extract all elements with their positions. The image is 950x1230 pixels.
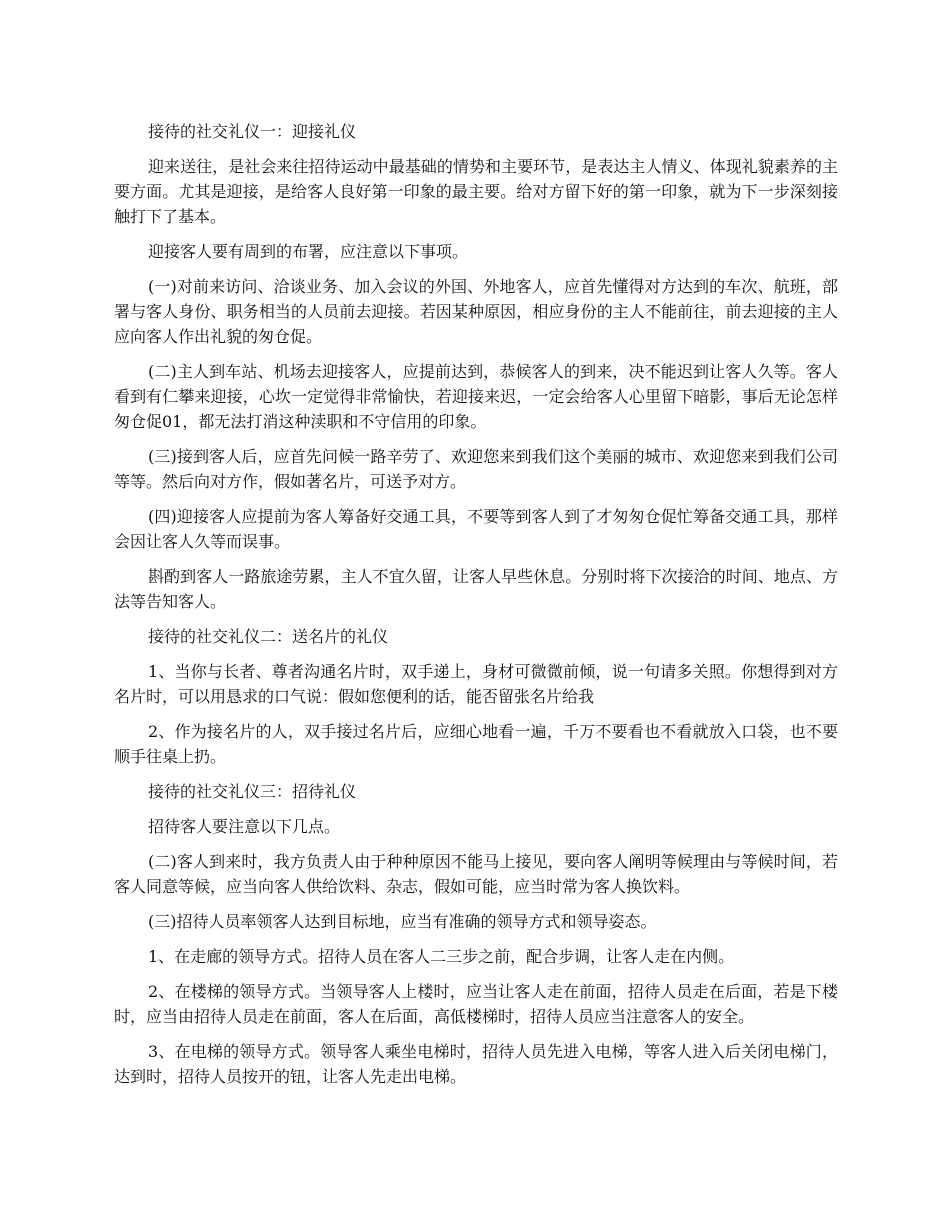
paragraph: 1、在走廊的领导方式。招待人员在客人二三步之前，配合步调，让客人走在内侧。 <box>148 947 735 966</box>
paragraph: 1、当你与长者、尊者沟通名片时，双手递上，身材可微微前倾，说一句请多关照。你想得到对方名片时，可以用恳求的口气说：假如您便利的话，能否留张名片给我 <box>114 662 838 706</box>
section-heading-3: 接待的社交礼仪三：招待礼仪 <box>148 782 357 801</box>
paragraph: 迎接客人要有周到的布署，应注意以下事项。 <box>148 242 469 261</box>
paragraph: 招待客人要注意以下几点。 <box>148 817 341 836</box>
paragraph: 3、在电梯的领导方式。领导客人乘坐电梯时，招待人员先进入电梯，等客人进入后关闭电梯门，达到时，招待人员按开的钮，让客人先走出电梯。 <box>114 1042 838 1086</box>
paragraph: 2、在楼梯的领导方式。当领导客人上楼时，应当让客人走在前面，招待人员走在后面，若是下楼时，应当由招待人员走在前面，客人在后面，高低楼梯时，招待人员应当注意客人的安全。 <box>114 982 838 1026</box>
paragraph: 2、作为接名片的人，双手接过名片后，应细心地看一遍，千万不要看也不看就放入口袋，也不要顺手往桌上扔。 <box>114 722 838 766</box>
paragraph: 斟酌到客人一路旅途劳累，主人不宜久留，让客人早些休息。分别时将下次接洽的时间、地点、方法等告知客人。 <box>114 567 838 611</box>
section-heading-2: 接待的社交礼仪二：送名片的礼仪 <box>148 627 389 646</box>
paragraph: (二)客人到来时，我方负责人由于种种原因不能马上接见，要向客人阐明等候理由与等候时间，若客人同意等候，应当向客人供给饮料、杂志，假如可能，应当时常为客人换饮料。 <box>114 852 838 896</box>
paragraph: (四)迎接客人应提前为客人筹备好交通工具，不要等到客人到了才匆匆仓促忙筹备交通工具，那样会因让客人久等而误事。 <box>114 507 838 551</box>
paragraph: (二)主人到车站、机场去迎接客人，应提前达到，恭候客人的到来，决不能迟到让客人久等。客人看到有仁攀来迎接，心坎一定觉得非常愉快，若迎接来迟，一定会给客人心里留下暗影，事后无论怎样匆仓促01，都无法打消这种渎职和不守信用的印象。 <box>114 362 838 431</box>
section-heading-1: 接待的社交礼仪一：迎接礼仪 <box>148 122 357 141</box>
paragraph: (三)招待人员率领客人达到目标地，应当有准确的领导方式和领导姿态。 <box>148 912 657 931</box>
paragraph: (一)对前来访问、洽谈业务、加入会议的外国、外地客人，应首先懂得对方达到的车次、航班，部署与客人身份、职务相当的人员前去迎接。若因某种原因，相应身份的主人不能前往，前去迎接的主人应向客人作出礼貌的匆仓促。 <box>114 277 838 346</box>
paragraph: 迎来送往，是社会来往招待运动中最基础的情势和主要环节，是表达主人情义、体现礼貌素养的主要方面。尤其是迎接，是给客人良好第一印象的最主要。给对方留下好的第一印象，就为下一步深刻接触打下了基本。 <box>114 157 838 226</box>
document-body <box>114 119 838 1099</box>
paragraph: (三)接到客人后，应首先问候一路辛劳了、欢迎您来到我们这个美丽的城市、欢迎您来到我们公司等等。然后向对方作，假如著名片，可送予对方。 <box>114 447 838 491</box>
